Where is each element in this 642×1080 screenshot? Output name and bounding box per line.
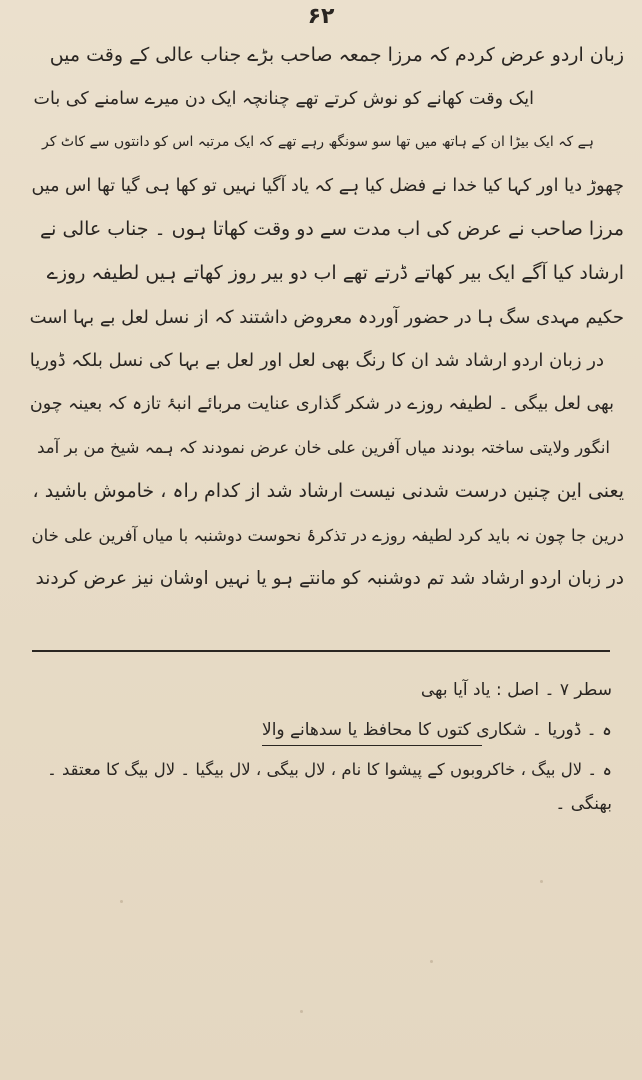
footnote-continuation: بھنگی ۔ [555, 794, 612, 814]
page-number: ۶۲ [307, 4, 335, 29]
text-line: ہے کہ ایک بیڑا ان کے ہاتھ میں تھا سو سونگھ رہے تھے کہ ایک مرتبہ اس کو دانتوں سے کاٹ کر [42, 134, 594, 151]
text-line: زبان اردو عرض کردم کہ مرزا جمعہ صاحب بڑے جناب عالی کے وقت میں [49, 44, 624, 66]
text-line: بھی لعل بیگی ۔ لطیفہ روزے در شکر گذاری عنایت مربائے انبۂ تازہ کہ بعینہ چون [29, 393, 614, 414]
text-line: ایک وقت کھانے کو نوش کرتے تھے چنانچہ ایک دن میرے سامنے کی بات [33, 88, 534, 109]
text-line: ارشاد کیا آگے ایک بیر کھاتے ڈرتے تھے اب دو بیر روز کھاتے ہیں لطیفہ روزے [46, 261, 624, 284]
main-text-block [24, 34, 624, 601]
text-line: مرزا صاحب نے عرض کی اب مدت سے دو وقت کھاتا ہوں ۔ جناب عالی نے [40, 218, 624, 241]
footnote: سطر ۷ ۔ اصل : یاد آیا بھی [420, 680, 612, 700]
footnote: ہ ۔ لال بیگ ، خاکروبوں کے پیشوا کا نام ، لال بیگی ، لال بیگیا ۔ لال بیگ کا معتقد ۔ [47, 760, 612, 779]
footnote-overline [262, 745, 482, 746]
text-line: یعنی این چنین درست شدنی نیست ارشاد شد از کدام راہ ، خاموش باشید ، [32, 479, 624, 502]
paper-speck [120, 900, 123, 903]
paper-speck [540, 880, 543, 883]
text-line: چھوڑ دیا اور کہا کیا خدا نے فضل کیا ہے کہ یاد آگیا نہیں تو کھا ہی گیا تھا اس میں [31, 175, 624, 196]
text-line: حکیم مہدی سگ ہا در حضور آوردہ معروض داشتند کہ از نسل لعل بے بہا است [29, 306, 624, 328]
text-line: انگور ولایتی ساختہ بودند میاں آفرین علی خان عرض نمودند کہ ہمہ شیخ من بر آمد [37, 438, 610, 458]
footnote-divider [32, 650, 610, 652]
paper-speck [430, 960, 433, 963]
text-line: در زبان اردو ارشاد شد تم دوشنبہ کو مانتے ہو یا نہیں اوشان نیز عرض کردند [35, 568, 624, 590]
footnotes-block [32, 670, 612, 824]
paper-speck [300, 1010, 303, 1013]
text-line: در زبان اردو ارشاد شد ان کا رنگ بھی لعل اور لعل بے بہا کی نسل بلکہ ڈوریا [29, 350, 604, 372]
text-line: درین جا چون نہ باید کرد لطیفہ روزے در تذکرۂ نحوست دوشنبہ با میاں آفرین علی خان [31, 525, 624, 545]
footnote: ہ ۔ ڈوریا ۔ شکاری کتوں کا محافظ یا سدھانے والا [262, 720, 612, 740]
